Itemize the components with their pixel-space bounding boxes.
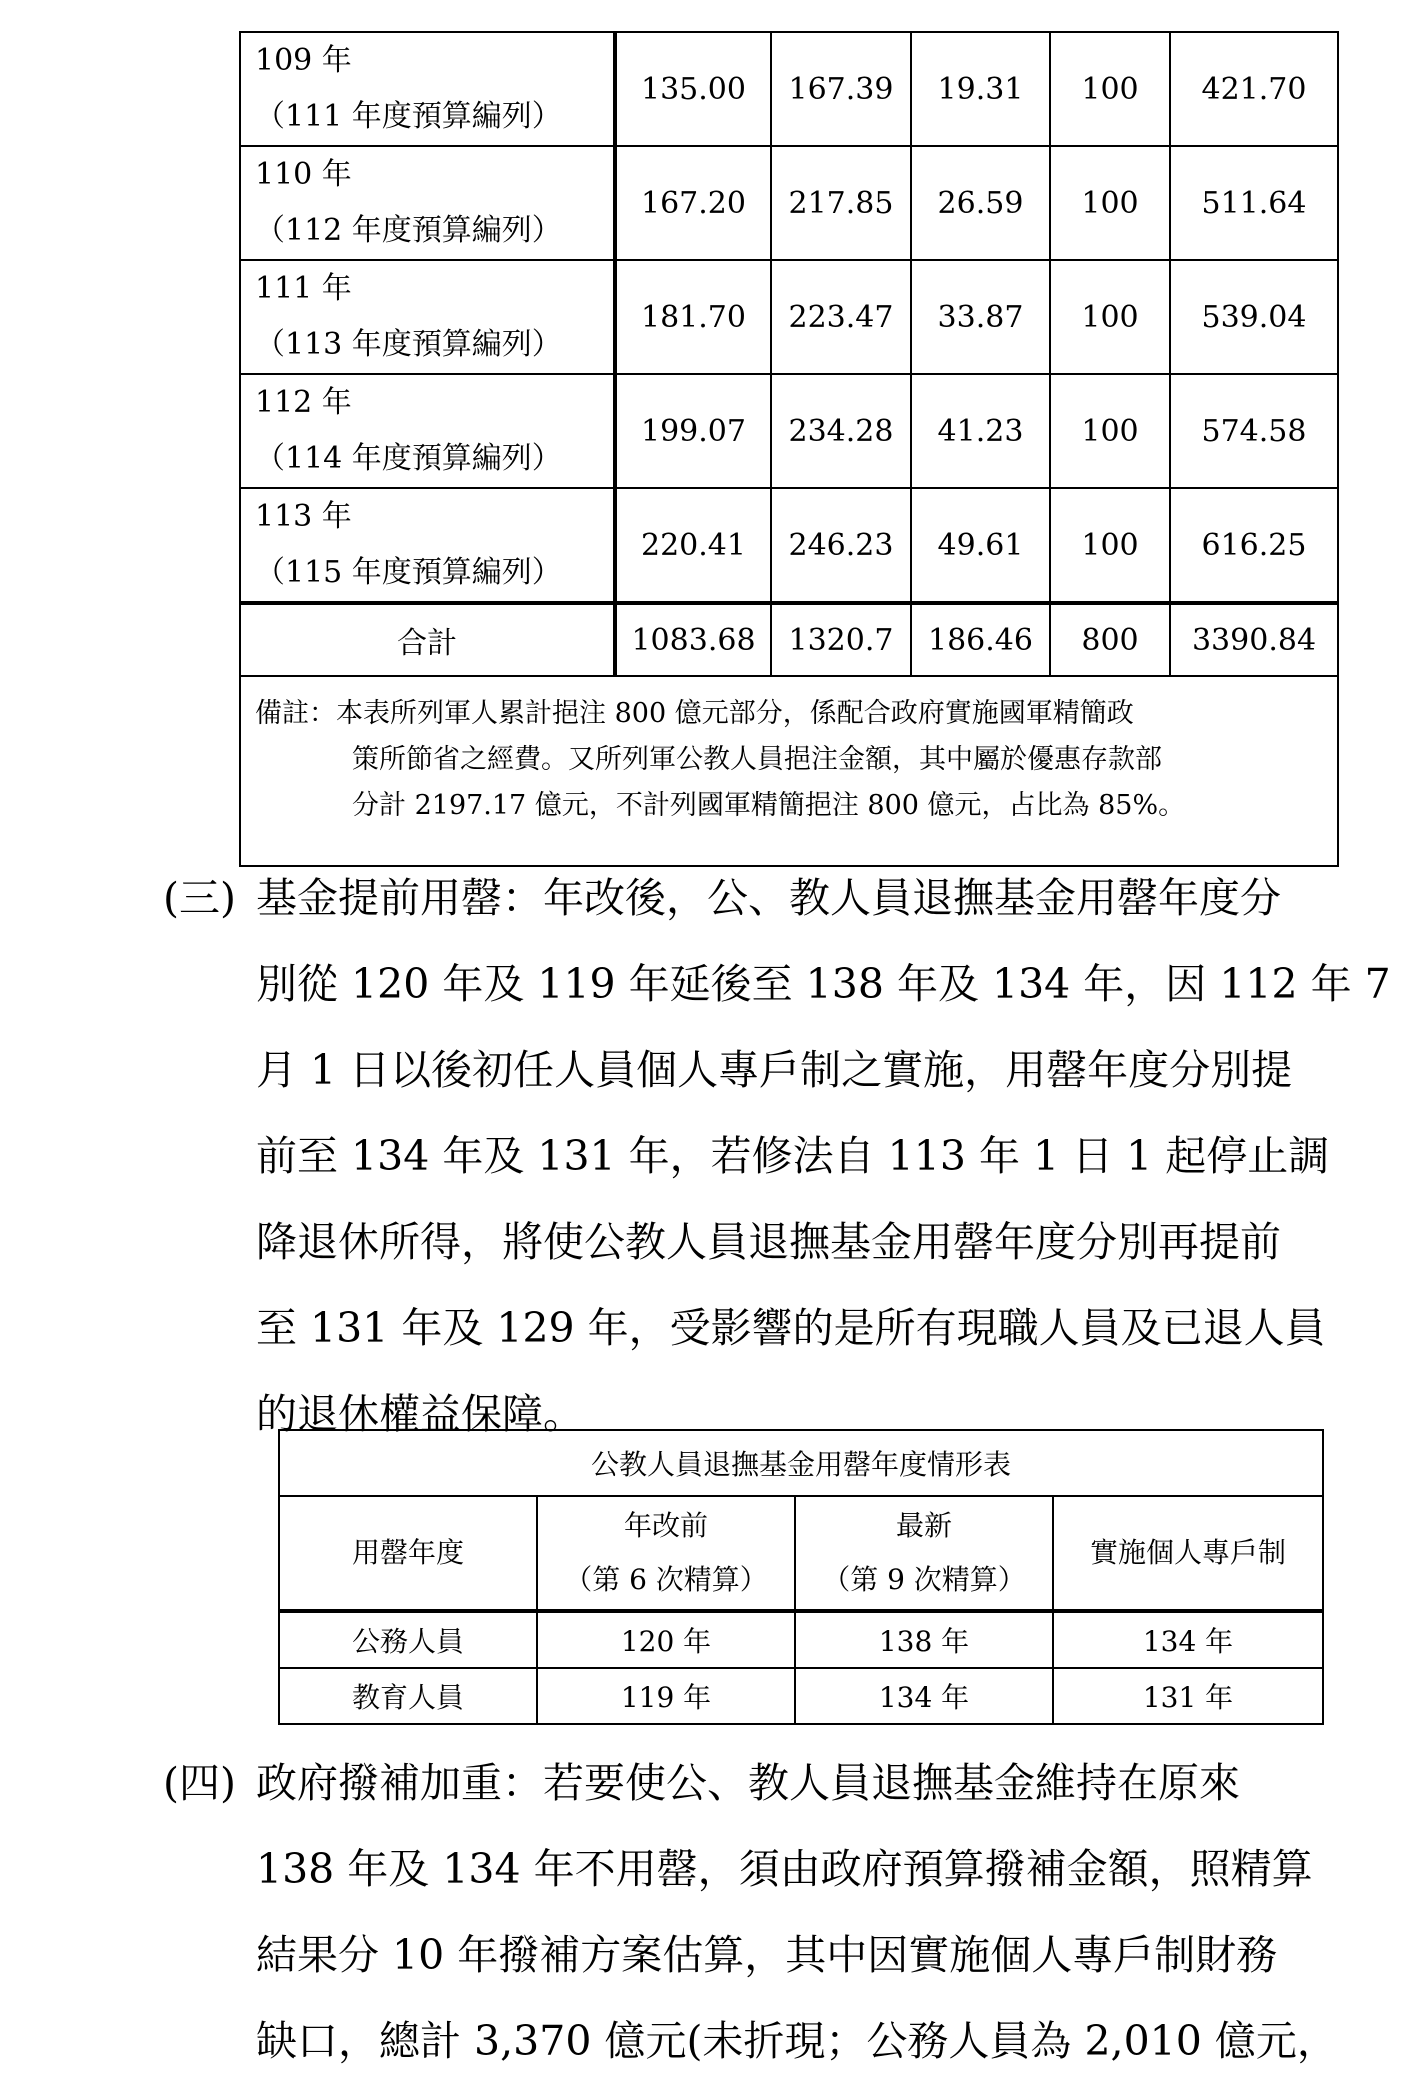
paragraph-line: 降退休所得，將使公教人員退撫基金用罄年度分別再提前 (256, 1218, 1281, 1266)
paragraph-line: 月 1 日以後初任人員個人專戶制之實施，用罄年度分別提 (256, 1046, 1293, 1094)
total-cell: 3390.84 (1170, 603, 1338, 676)
total-cell: 800 (1050, 603, 1170, 676)
table-cell: 119 年 (537, 1668, 795, 1724)
paragraph-line: 的退休權益保障。 (256, 1390, 584, 1438)
table-row (279, 1668, 1323, 1724)
total-row (240, 603, 1338, 676)
value-cell: 100 (1050, 32, 1170, 146)
fund-depletion-table (278, 1429, 1324, 1725)
value-cell: 41.23 (911, 374, 1050, 488)
paragraph-line: 138 年及 134 年不用罄，須由政府預算撥補金額，照精算 (256, 1845, 1313, 1893)
value-cell: 167.20 (615, 146, 771, 260)
row-label: 教育人員 (279, 1668, 537, 1724)
value-cell: 234.28 (771, 374, 911, 488)
value-cell: 539.04 (1170, 260, 1338, 374)
paragraph-line: 前至 134 年及 131 年，若修法自 113 年 1 日 1 起停止調 (256, 1132, 1330, 1180)
pension-injection-table (239, 31, 1339, 867)
table-cell: 131 年 (1053, 1668, 1323, 1724)
table-row (240, 488, 1338, 603)
value-cell: 181.70 (615, 260, 771, 374)
total-cell: 186.46 (911, 603, 1050, 676)
value-cell: 100 (1050, 374, 1170, 488)
value-cell: 220.41 (615, 488, 771, 603)
paragraph-line: 至 131 年及 129 年，受影響的是所有現職人員及已退人員 (256, 1304, 1326, 1352)
table-cell: 120 年 (537, 1611, 795, 1668)
total-cell: 1320.7 (771, 603, 911, 676)
value-cell: 100 (1050, 260, 1170, 374)
year-cell: 109 年 （111 年度預算編列） (240, 32, 615, 146)
value-cell: 574.58 (1170, 374, 1338, 488)
row-label: 公務人員 (279, 1611, 537, 1668)
total-label: 合計 (240, 603, 615, 676)
table-header (279, 1496, 1323, 1611)
table-note (240, 676, 1338, 866)
section-label: (四) (163, 1759, 236, 1807)
value-cell: 616.25 (1170, 488, 1338, 603)
value-cell: 135.00 (615, 32, 771, 146)
value-cell: 246.23 (771, 488, 911, 603)
year-cell: 110 年 （112 年度預算編列） (240, 146, 615, 260)
paragraph-line: 結果分 10 年撥補方案估算，其中因實施個人專戶制財務 (256, 1931, 1278, 1979)
table-row (240, 260, 1338, 374)
paragraph-line: 政府撥補加重：若要使公、教人員退撫基金維持在原來 (256, 1759, 1240, 1807)
section-3-paragraph (163, 855, 1391, 1457)
total-cell: 1083.68 (615, 603, 771, 676)
value-cell: 26.59 (911, 146, 1050, 260)
value-cell: 19.31 (911, 32, 1050, 146)
value-cell: 199.07 (615, 374, 771, 488)
table-cell: 134 年 (795, 1668, 1053, 1724)
column-header: 實施個人專戶制 (1053, 1496, 1323, 1611)
value-cell: 511.64 (1170, 146, 1338, 260)
table-cell: 138 年 (795, 1611, 1053, 1668)
value-cell: 421.70 (1170, 32, 1338, 146)
table-row (240, 32, 1338, 146)
paragraph-line: 別從 120 年及 119 年延後至 138 年及 134 年，因 112 年 7 (256, 960, 1391, 1008)
value-cell: 100 (1050, 146, 1170, 260)
value-cell: 217.85 (771, 146, 911, 260)
paragraph-line: 基金提前用罄：年改後，公、教人員退撫基金用罄年度分 (256, 874, 1281, 922)
section-4-paragraph (163, 1740, 1363, 2084)
value-cell: 223.47 (771, 260, 911, 374)
note-line: 策所節省之經費。又所列軍公教人員挹注金額，其中屬於優惠存款部 (352, 744, 1162, 775)
note-line: 分計 2197.17 億元，不計列國軍精簡挹注 800 億元，占比為 85%。 (352, 790, 1186, 821)
value-cell: 33.87 (911, 260, 1050, 374)
year-cell: 111 年 （113 年度預算編列） (240, 260, 615, 374)
column-header: 用罄年度 (279, 1496, 537, 1611)
table-row (279, 1611, 1323, 1668)
column-header: 最新 （第 9 次精算） (795, 1496, 1053, 1611)
year-cell: 113 年 （115 年度預算編列） (240, 488, 615, 603)
note-row (240, 676, 1338, 866)
section-label: (三) (163, 874, 236, 922)
table-cell: 134 年 (1053, 1611, 1323, 1668)
table-caption: 公教人員退撫基金用罄年度情形表 (279, 1430, 1323, 1496)
value-cell: 49.61 (911, 488, 1050, 603)
table-row (240, 374, 1338, 488)
note-line: 備註：本表所列軍人累計挹注 800 億元部分，係配合政府實施國軍精簡政 (255, 698, 1134, 729)
paragraph-line: 缺口，總計 3,370 億元(未折現；公務人員為 2,010 億元， (256, 2017, 1338, 2065)
column-header: 年改前 （第 6 次精算） (537, 1496, 795, 1611)
value-cell: 167.39 (771, 32, 911, 146)
year-cell: 112 年 （114 年度預算編列） (240, 374, 615, 488)
table-row (240, 146, 1338, 260)
value-cell: 100 (1050, 488, 1170, 603)
